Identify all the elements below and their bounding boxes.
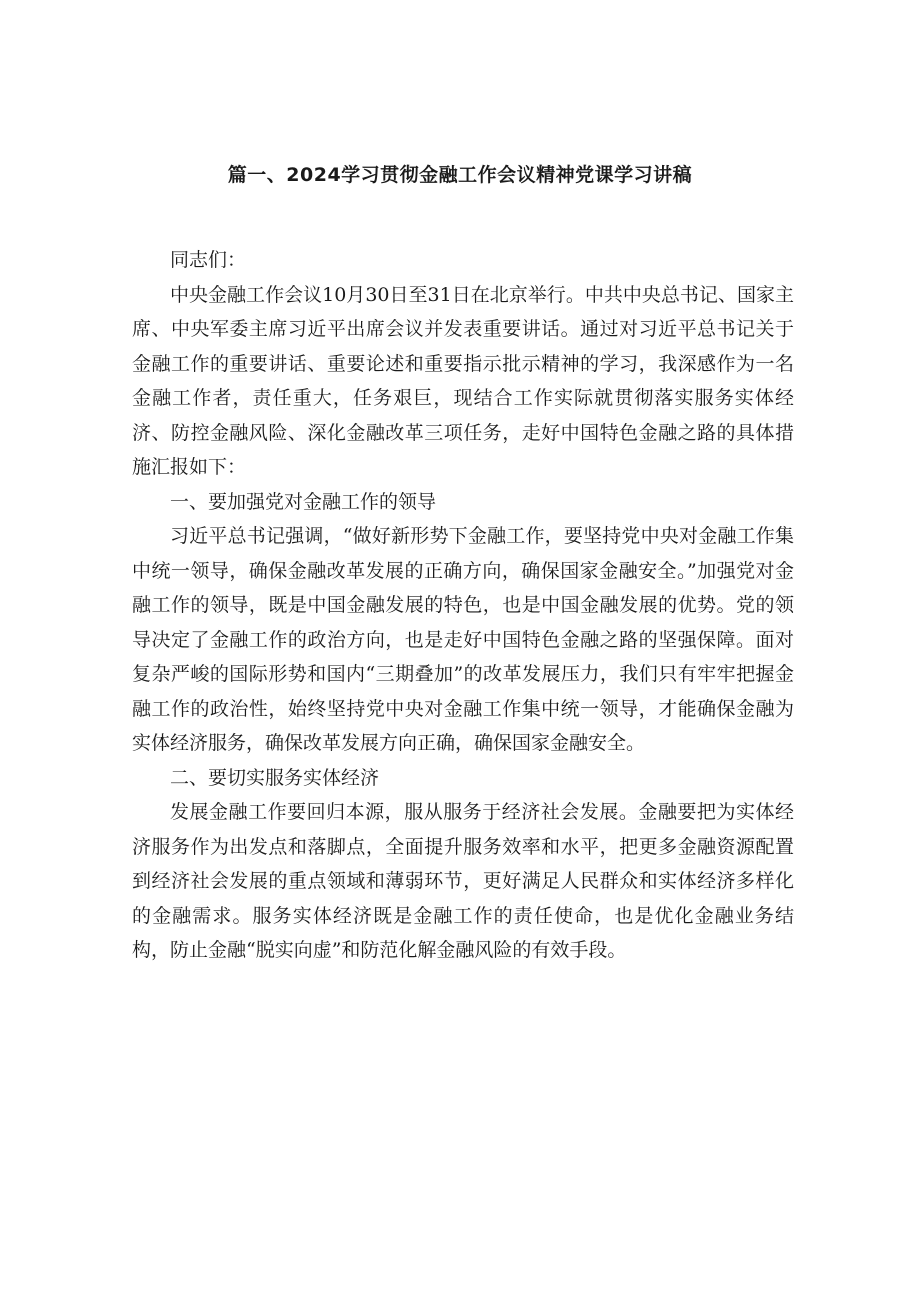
intro-paragraph: 中央金融工作会议10月30日至31日在北京举行。中共中央总书记、国家主席、中央军委主席习近平出席会议并发表重要讲话。通过对习近平总书记关于金融工作的重要讲话、重要论述和重要指示批示精神的学习，我深感作为一名金融工作者，责任重大，任务艰巨，现结合工作实际就贯彻落实服务实体经济、防控金融风险、深化金融改革三项任务，走好中国特色金融之路的具体措施汇报如下： — [132, 283, 794, 478]
section-body-1: 习近平总书记强调，“做好新形势下金融工作，要坚持党中央对金融工作集中统一领导，确保金融改革发展的正确方向，确保国家金融安全。”加强党对金融工作的领导，既是中国金融发展的特色，也是中国金融发展的优势。党的领导决定了金融工作的政治方向，也是走好中国特色金融之路的坚强保障。面对复杂严峻的国际形势和国内“三期叠加”的改革发展压力，我们只有牢牢把握金融工作的政治性，始终坚持党中央对金融工作集中统一领导，才能确保金融为实体经济服务，确保改革发展方向正确，确保国家金融安全。 — [132, 525, 794, 754]
section-heading-2: 二、要切实服务实体经济 — [170, 766, 380, 789]
section-heading-1: 一、要加强党对金融工作的领导 — [170, 490, 437, 513]
document-body — [132, 243, 794, 968]
greeting: 同志们： — [170, 249, 247, 271]
section-body-2: 发展金融工作要回归本源，服从服务于经济社会发展。金融要把为实体经济服务作为出发点和落脚点，全面提升服务效率和水平，把更多金融资源配置到经济社会发展的重点领域和薄弱环节，更好满足人民群众和实体经济多样化的金融需求。服务实体经济既是金融工作的责任使命，也是优化金融业务结构，防止金融“脱实向虚”和防范化解金融风险的有效手段。 — [132, 801, 794, 961]
document-title: 篇一、2024学习贯彻金融工作会议精神党课学习讲稿 — [227, 164, 693, 186]
